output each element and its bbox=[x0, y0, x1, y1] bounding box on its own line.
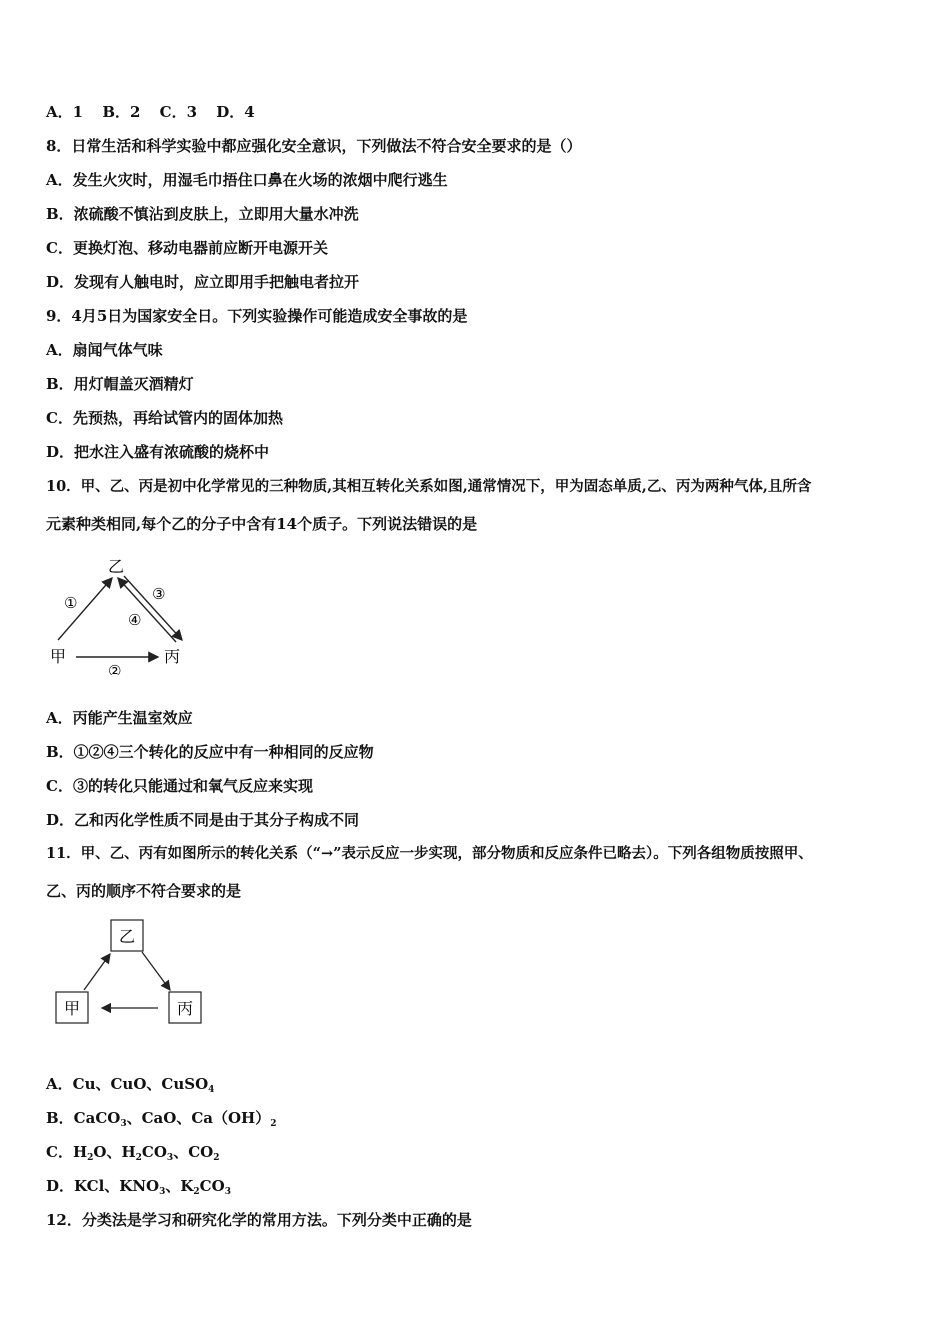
q8-option-c: C．更换灯泡、移动电器前应断开电源开关 bbox=[46, 239, 328, 257]
q10-label-3: ③ bbox=[152, 585, 166, 603]
q11-node-yi: 乙 bbox=[119, 927, 136, 946]
q10-stem-line2: 元素种类相同,每个乙的分子中含有14个质子。下列说法错误的是 bbox=[46, 515, 478, 533]
q7-option-d: D．4 bbox=[216, 103, 255, 121]
q10-arrow-4 bbox=[118, 578, 176, 642]
q10-label-4: ④ bbox=[128, 611, 142, 629]
q11-option-c: C．$H_2O$、$H_2CO_3$、$CO_2$ bbox=[46, 1143, 220, 1163]
q11-arrow-jia-yi bbox=[84, 954, 110, 990]
q7-options bbox=[46, 102, 269, 122]
q10-diagram bbox=[46, 550, 196, 675]
q10-label-2: ② bbox=[108, 662, 122, 675]
q11-arrow-yi-bing bbox=[142, 952, 170, 990]
q8-option-b: B．浓硫酸不慎沾到皮肤上，立即用大量水冲洗 bbox=[46, 205, 359, 223]
q10-option-b: B．①②④三个转化的反应中有一种相同的反应物 bbox=[46, 743, 374, 761]
q10-node-jia: 甲 bbox=[50, 647, 67, 666]
q7-option-a: A．1 bbox=[46, 103, 84, 121]
q11-stem-line1: 11．甲、乙、丙有如图所示的转化关系（“→”表示反应一步实现，部分物质和反应条件已略去）。下列各组物质按照甲、 bbox=[46, 845, 813, 862]
q9-option-d: D．把水注入盛有浓硫酸的烧杯中 bbox=[46, 443, 270, 461]
q11-option-d: D．KCl、$KNO_3$、$K_2CO_3$ bbox=[46, 1177, 231, 1197]
q10-option-d: D．乙和丙化学性质不同是由于其分子构成不同 bbox=[46, 811, 360, 829]
q7-option-c: C．3 bbox=[159, 103, 198, 121]
q11-node-bing: 丙 bbox=[177, 999, 194, 1018]
q11-option-b: B．CaCO$_3$、CaO、$Ca(OH)_2$ bbox=[46, 1109, 277, 1129]
q8-stem: 8．日常生活和科学实验中都应强化安全意识，下列做法不符合安全要求的是（） bbox=[46, 137, 582, 155]
q9-option-a: A．扇闻气体气味 bbox=[46, 341, 163, 359]
q11-option-a: A．Cu、CuO、CuSO$_4$ bbox=[46, 1075, 215, 1095]
q10-option-c: C．③的转化只能通过和氧气反应来实现 bbox=[46, 777, 313, 795]
q11-diagram bbox=[46, 914, 216, 1034]
q7-option-b: B．2 bbox=[102, 103, 141, 121]
q11-node-jia: 甲 bbox=[64, 999, 81, 1018]
q8-option-a: A．发生火灾时，用湿毛巾捂住口鼻在火场的浓烟中爬行逃生 bbox=[46, 171, 448, 189]
q10-stem-line1: 10．甲、乙、丙是初中化学常见的三种物质,其相互转化关系如图,通常情况下，甲为固态单质,乙、丙为两种气体,且所含 bbox=[46, 478, 812, 495]
q10-label-1: ① bbox=[64, 594, 78, 612]
q10-node-bing: 丙 bbox=[164, 647, 181, 666]
q12-stem: 12．分类法是学习和研究化学的常用方法。下列分类中正确的是 bbox=[46, 1211, 472, 1229]
q10-option-a: A．丙能产生温室效应 bbox=[46, 709, 193, 727]
q9-stem: 9．4月5日为国家安全日。下列实验操作可能造成安全事故的是 bbox=[46, 307, 468, 325]
q11-stem-line2: 乙、丙的顺序不符合要求的是 bbox=[46, 882, 242, 900]
q9-option-b: B．用灯帽盖灭酒精灯 bbox=[46, 375, 194, 393]
q10-node-yi: 乙 bbox=[108, 557, 125, 576]
q8-option-d: D．发现有人触电时，应立即用手把触电者拉开 bbox=[46, 273, 360, 291]
q9-option-c: C．先预热，再给试管内的固体加热 bbox=[46, 409, 283, 427]
